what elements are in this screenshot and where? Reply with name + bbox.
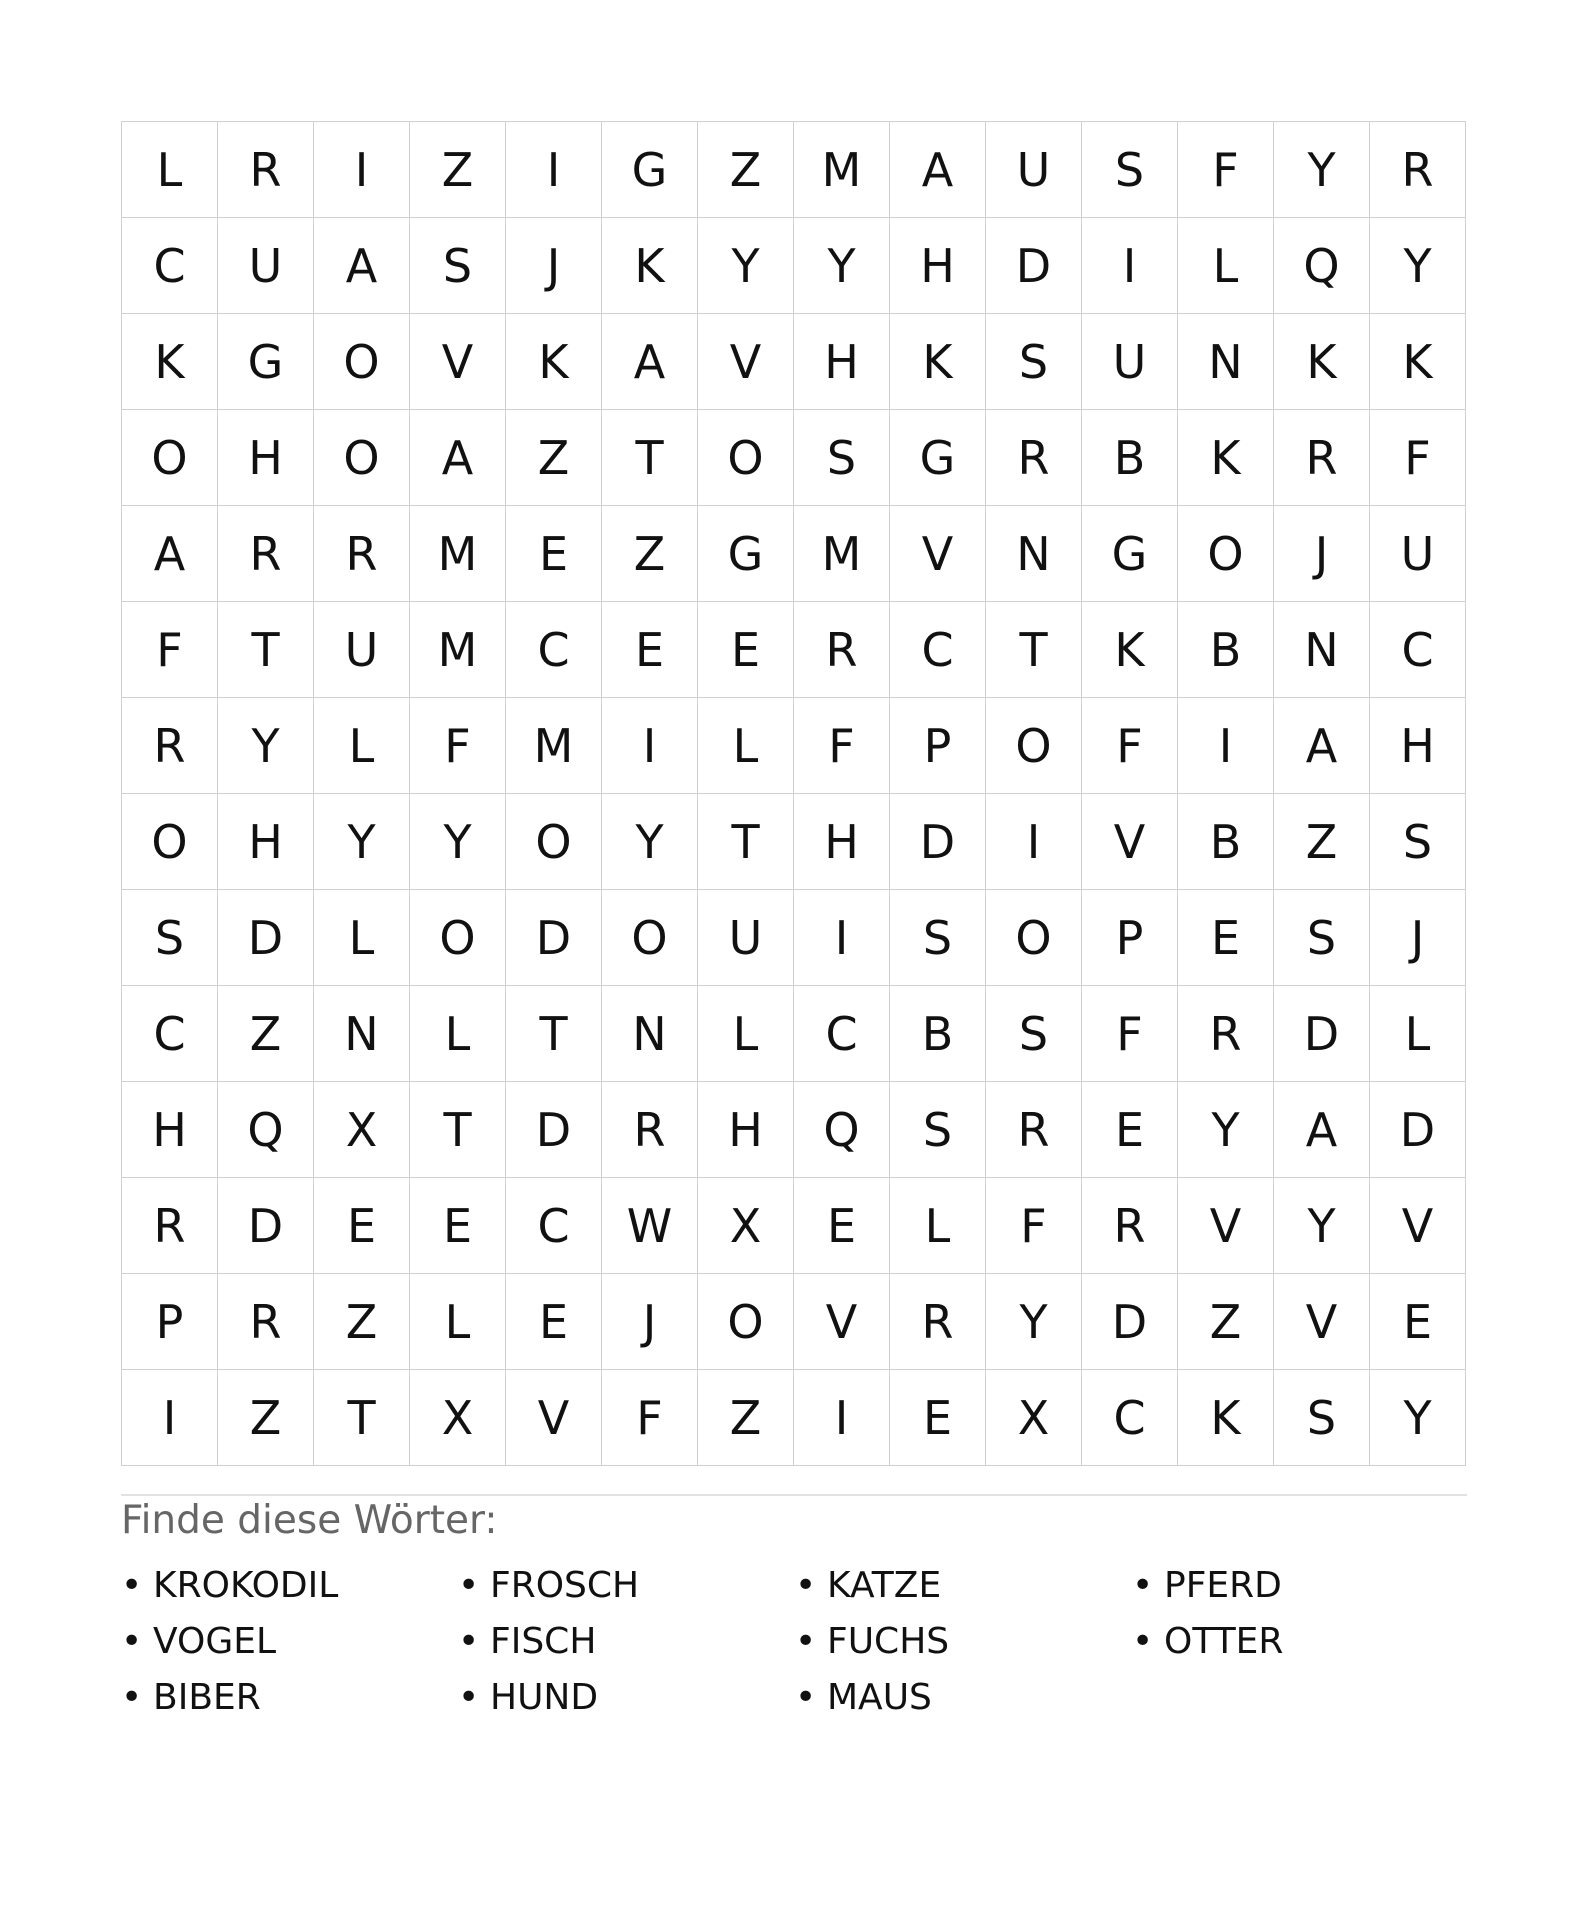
grid-cell[interactable]: P <box>890 698 986 794</box>
grid-cell[interactable]: T <box>986 602 1082 698</box>
word-label: OTTER <box>1164 1620 1284 1662</box>
word-list <box>121 1557 1467 1725</box>
grid-cell[interactable]: T <box>314 1370 410 1466</box>
word-list-item <box>795 1613 1132 1669</box>
grid-cell[interactable]: V <box>698 314 794 410</box>
grid-cell[interactable]: Z <box>602 506 698 602</box>
bullet: • <box>121 1676 143 1718</box>
grid-cell[interactable]: E <box>506 506 602 602</box>
grid-cell[interactable]: V <box>506 1370 602 1466</box>
grid-cell[interactable]: I <box>506 122 602 218</box>
grid-cell[interactable]: M <box>410 602 506 698</box>
grid-cell[interactable]: L <box>314 698 410 794</box>
grid-cell[interactable]: D <box>506 1082 602 1178</box>
grid-cell[interactable]: C <box>794 986 890 1082</box>
grid-cell[interactable]: I <box>1178 698 1274 794</box>
grid-cell[interactable]: Q <box>218 1082 314 1178</box>
word-list-item <box>795 1669 1132 1725</box>
grid-cell[interactable]: F <box>410 698 506 794</box>
grid-cell[interactable]: R <box>218 1274 314 1370</box>
grid-cell[interactable]: S <box>890 890 986 986</box>
grid-cell[interactable]: A <box>602 314 698 410</box>
grid-cell[interactable]: Z <box>698 1370 794 1466</box>
bullet: • <box>121 1620 143 1662</box>
grid-cell[interactable]: T <box>218 602 314 698</box>
grid-cell[interactable]: A <box>890 122 986 218</box>
grid-cell[interactable]: T <box>698 794 794 890</box>
grid-cell[interactable]: Y <box>1370 218 1466 314</box>
grid-cell[interactable]: C <box>122 218 218 314</box>
grid-cell[interactable]: Q <box>794 1082 890 1178</box>
grid-cell[interactable]: N <box>1274 602 1370 698</box>
grid-cell[interactable]: E <box>314 1178 410 1274</box>
grid-cell[interactable]: U <box>1370 506 1466 602</box>
word-label: HUND <box>490 1676 599 1718</box>
grid-cell[interactable]: J <box>1370 890 1466 986</box>
grid-cell[interactable]: E <box>410 1178 506 1274</box>
grid-cell[interactable]: U <box>314 602 410 698</box>
grid-cell[interactable]: F <box>1082 986 1178 1082</box>
grid-cell[interactable]: F <box>602 1370 698 1466</box>
grid-cell[interactable]: O <box>602 890 698 986</box>
word-label: KROKODIL <box>153 1564 339 1606</box>
grid-cell[interactable]: M <box>794 506 890 602</box>
grid-cell[interactable]: V <box>890 506 986 602</box>
grid-cell[interactable]: Z <box>314 1274 410 1370</box>
grid-cell[interactable]: I <box>794 890 890 986</box>
grid-cell[interactable]: S <box>794 410 890 506</box>
grid-cell[interactable]: B <box>1178 794 1274 890</box>
grid-cell[interactable]: U <box>986 122 1082 218</box>
grid-cell[interactable]: V <box>1082 794 1178 890</box>
grid-cell[interactable]: L <box>698 986 794 1082</box>
grid-cell[interactable]: M <box>794 122 890 218</box>
grid-cell[interactable]: Y <box>1274 1178 1370 1274</box>
word-label: FROSCH <box>490 1564 640 1606</box>
grid-cell[interactable]: Y <box>1274 122 1370 218</box>
grid-cell[interactable]: Y <box>986 1274 1082 1370</box>
grid-cell[interactable]: Y <box>410 794 506 890</box>
grid-cell[interactable]: Y <box>794 218 890 314</box>
grid-cell[interactable]: V <box>410 314 506 410</box>
grid-cell[interactable]: O <box>698 410 794 506</box>
grid-cell[interactable]: I <box>794 1370 890 1466</box>
grid-cell[interactable]: B <box>1178 602 1274 698</box>
grid-cell[interactable]: L <box>890 1178 986 1274</box>
grid-cell[interactable]: W <box>602 1178 698 1274</box>
grid-cell[interactable]: O <box>986 698 1082 794</box>
bullet: • <box>1132 1620 1154 1662</box>
grid-cell[interactable]: U <box>1082 314 1178 410</box>
grid-cell[interactable]: O <box>314 410 410 506</box>
grid-cell[interactable]: L <box>1370 986 1466 1082</box>
grid-cell[interactable]: P <box>1082 890 1178 986</box>
grid-cell[interactable]: S <box>122 890 218 986</box>
grid-cell[interactable]: D <box>1082 1274 1178 1370</box>
grid-cell[interactable]: Z <box>1178 1274 1274 1370</box>
grid-cell[interactable]: T <box>410 1082 506 1178</box>
grid-cell[interactable]: F <box>1178 122 1274 218</box>
grid-cell[interactable]: C <box>506 602 602 698</box>
grid-cell[interactable]: K <box>1370 314 1466 410</box>
grid-cell[interactable]: N <box>602 986 698 1082</box>
grid-cell[interactable]: K <box>506 314 602 410</box>
word-label: PFERD <box>1164 1564 1282 1606</box>
grid-cell[interactable]: N <box>986 506 1082 602</box>
grid-cell[interactable]: F <box>794 698 890 794</box>
word-list-item <box>1132 1557 1469 1613</box>
grid-cell[interactable]: R <box>122 698 218 794</box>
grid-cell[interactable]: Z <box>1274 794 1370 890</box>
grid-cell[interactable]: G <box>698 506 794 602</box>
grid-cell[interactable]: E <box>1082 1082 1178 1178</box>
grid-cell[interactable]: D <box>1370 1082 1466 1178</box>
grid-cell[interactable]: V <box>1178 1178 1274 1274</box>
grid-cell[interactable]: M <box>410 506 506 602</box>
word-label: FISCH <box>490 1620 597 1662</box>
grid-cell[interactable]: D <box>890 794 986 890</box>
grid-cell[interactable]: O <box>1178 506 1274 602</box>
grid-cell[interactable]: N <box>1178 314 1274 410</box>
word-label: KATZE <box>827 1564 942 1606</box>
grid-cell[interactable]: G <box>602 122 698 218</box>
grid-cell[interactable]: X <box>410 1370 506 1466</box>
grid-cell[interactable]: C <box>890 602 986 698</box>
grid-cell[interactable]: E <box>1178 890 1274 986</box>
grid-cell[interactable]: S <box>1082 122 1178 218</box>
grid-cell[interactable]: K <box>1082 602 1178 698</box>
word-label: MAUS <box>827 1676 932 1718</box>
grid-cell[interactable]: X <box>986 1370 1082 1466</box>
bullet: • <box>795 1564 817 1606</box>
grid-cell[interactable]: C <box>1370 602 1466 698</box>
grid-cell[interactable]: K <box>1178 1370 1274 1466</box>
grid-cell[interactable]: B <box>890 986 986 1082</box>
grid-cell[interactable]: F <box>1082 698 1178 794</box>
grid-cell[interactable]: X <box>314 1082 410 1178</box>
grid-cell[interactable]: A <box>410 410 506 506</box>
bullet: • <box>795 1676 817 1718</box>
grid-cell[interactable]: R <box>890 1274 986 1370</box>
grid-cell[interactable]: K <box>1274 314 1370 410</box>
grid-cell[interactable]: R <box>314 506 410 602</box>
grid-cell[interactable]: T <box>506 986 602 1082</box>
grid-cell[interactable]: A <box>122 506 218 602</box>
grid-cell[interactable]: S <box>1370 794 1466 890</box>
grid-cell[interactable]: S <box>410 218 506 314</box>
grid-cell[interactable]: D <box>1274 986 1370 1082</box>
grid-cell[interactable]: I <box>602 698 698 794</box>
grid-cell[interactable]: O <box>314 314 410 410</box>
grid-cell[interactable]: Z <box>506 410 602 506</box>
grid-cell[interactable]: H <box>698 1082 794 1178</box>
grid-cell[interactable]: V <box>1274 1274 1370 1370</box>
grid-cell[interactable]: L <box>122 122 218 218</box>
grid-cell[interactable]: T <box>602 410 698 506</box>
grid-cell[interactable]: J <box>602 1274 698 1370</box>
grid-cell[interactable]: C <box>122 986 218 1082</box>
grid-cell[interactable]: O <box>986 890 1082 986</box>
grid-cell[interactable]: R <box>218 122 314 218</box>
grid-cell[interactable]: M <box>506 698 602 794</box>
grid-cell[interactable]: K <box>890 314 986 410</box>
grid-cell[interactable]: D <box>986 218 1082 314</box>
word-list-item <box>795 1557 1132 1613</box>
grid-cell[interactable]: I <box>986 794 1082 890</box>
grid-cell[interactable]: D <box>218 890 314 986</box>
bullet: • <box>121 1564 143 1606</box>
grid-cell[interactable]: Z <box>410 122 506 218</box>
word-list-item <box>458 1613 795 1669</box>
word-label: BIBER <box>153 1676 261 1718</box>
bullet: • <box>1132 1564 1154 1606</box>
grid-cell[interactable]: S <box>986 314 1082 410</box>
grid-cell[interactable]: H <box>794 314 890 410</box>
grid-cell[interactable]: S <box>986 986 1082 1082</box>
grid-cell[interactable]: D <box>506 890 602 986</box>
grid-cell[interactable]: C <box>1082 1370 1178 1466</box>
grid-cell[interactable]: H <box>794 794 890 890</box>
grid-cell[interactable]: Z <box>218 986 314 1082</box>
grid-cell[interactable]: R <box>1178 986 1274 1082</box>
grid-cell[interactable]: H <box>218 410 314 506</box>
grid-cell[interactable]: E <box>698 602 794 698</box>
grid-cell[interactable]: R <box>218 506 314 602</box>
grid-cell[interactable]: R <box>1274 410 1370 506</box>
grid-cell[interactable]: O <box>698 1274 794 1370</box>
word-list-item <box>458 1557 795 1613</box>
grid-cell[interactable]: R <box>1370 122 1466 218</box>
word-list-item <box>458 1669 795 1725</box>
grid-cell[interactable]: F <box>986 1178 1082 1274</box>
grid-cell[interactable]: G <box>890 410 986 506</box>
grid-cell[interactable]: E <box>506 1274 602 1370</box>
grid-cell[interactable]: Z <box>698 122 794 218</box>
grid-cell[interactable]: O <box>506 794 602 890</box>
grid-cell[interactable]: H <box>1370 698 1466 794</box>
grid-cell[interactable]: F <box>1370 410 1466 506</box>
word-list-item <box>1132 1613 1469 1669</box>
word-label: VOGEL <box>153 1620 277 1662</box>
grid-cell[interactable]: E <box>890 1370 986 1466</box>
grid-cell[interactable]: N <box>314 986 410 1082</box>
word-list-item <box>121 1557 458 1613</box>
grid-cell[interactable]: B <box>1082 410 1178 506</box>
grid-cell[interactable]: S <box>1274 890 1370 986</box>
grid-cell[interactable]: Y <box>218 698 314 794</box>
grid-cell[interactable]: R <box>1082 1178 1178 1274</box>
grid-cell[interactable]: O <box>122 794 218 890</box>
word-list-heading: Finde diese Wörter: <box>121 1498 498 1543</box>
grid-cell[interactable]: U <box>698 890 794 986</box>
grid-cell[interactable]: V <box>1370 1178 1466 1274</box>
grid-cell[interactable]: R <box>986 410 1082 506</box>
word-label: FUCHS <box>827 1620 950 1662</box>
grid-cell[interactable]: Y <box>602 794 698 890</box>
grid-cell[interactable]: U <box>218 218 314 314</box>
grid-cell[interactable]: K <box>1178 410 1274 506</box>
grid-cell[interactable]: S <box>1274 1370 1370 1466</box>
grid-cell[interactable]: S <box>890 1082 986 1178</box>
grid-cell[interactable]: L <box>314 890 410 986</box>
grid-cell[interactable]: A <box>1274 1082 1370 1178</box>
bullet: • <box>795 1620 817 1662</box>
grid-cell[interactable]: I <box>314 122 410 218</box>
grid-cell[interactable]: E <box>794 1178 890 1274</box>
grid-cell[interactable]: I <box>122 1370 218 1466</box>
grid-cell[interactable]: H <box>218 794 314 890</box>
grid-cell[interactable]: O <box>122 410 218 506</box>
grid-cell[interactable]: Y <box>1178 1082 1274 1178</box>
grid-cell[interactable]: R <box>986 1082 1082 1178</box>
grid-cell[interactable]: P <box>122 1274 218 1370</box>
grid-cell[interactable]: E <box>1370 1274 1466 1370</box>
grid-cell[interactable]: Z <box>218 1370 314 1466</box>
grid-cell[interactable]: L <box>410 1274 506 1370</box>
grid-cell[interactable]: H <box>122 1082 218 1178</box>
grid-cell[interactable]: Y <box>698 218 794 314</box>
bullet: • <box>458 1676 480 1718</box>
bullet: • <box>458 1564 480 1606</box>
grid-cell[interactable]: D <box>218 1178 314 1274</box>
grid-cell[interactable]: H <box>890 218 986 314</box>
grid-cell[interactable]: R <box>602 1082 698 1178</box>
grid-cell[interactable]: K <box>122 314 218 410</box>
grid-cell[interactable]: E <box>602 602 698 698</box>
grid-cell[interactable]: X <box>698 1178 794 1274</box>
grid-cell[interactable]: K <box>602 218 698 314</box>
grid-cell[interactable]: J <box>506 218 602 314</box>
grid-cell[interactable]: L <box>698 698 794 794</box>
grid-cell[interactable]: O <box>410 890 506 986</box>
grid-cell[interactable]: G <box>1082 506 1178 602</box>
grid-cell[interactable]: C <box>506 1178 602 1274</box>
grid-cell[interactable]: R <box>122 1178 218 1274</box>
grid-cell[interactable]: Y <box>314 794 410 890</box>
word-list-item <box>121 1669 458 1725</box>
bullet: • <box>458 1620 480 1662</box>
grid-cell[interactable]: R <box>794 602 890 698</box>
grid-cell[interactable]: A <box>314 218 410 314</box>
grid-cell[interactable]: G <box>218 314 314 410</box>
grid-cell[interactable]: Q <box>1274 218 1370 314</box>
word-list-item <box>121 1613 458 1669</box>
grid-cell[interactable]: F <box>122 602 218 698</box>
grid-cell[interactable]: L <box>1178 218 1274 314</box>
grid-cell[interactable]: I <box>1082 218 1178 314</box>
grid-cell[interactable]: A <box>1274 698 1370 794</box>
grid-cell[interactable]: V <box>794 1274 890 1370</box>
divider <box>121 1494 1467 1496</box>
grid-cell[interactable]: Y <box>1370 1370 1466 1466</box>
grid-cell[interactable]: J <box>1274 506 1370 602</box>
word-search-grid <box>121 121 1466 1466</box>
grid-cell[interactable]: L <box>410 986 506 1082</box>
